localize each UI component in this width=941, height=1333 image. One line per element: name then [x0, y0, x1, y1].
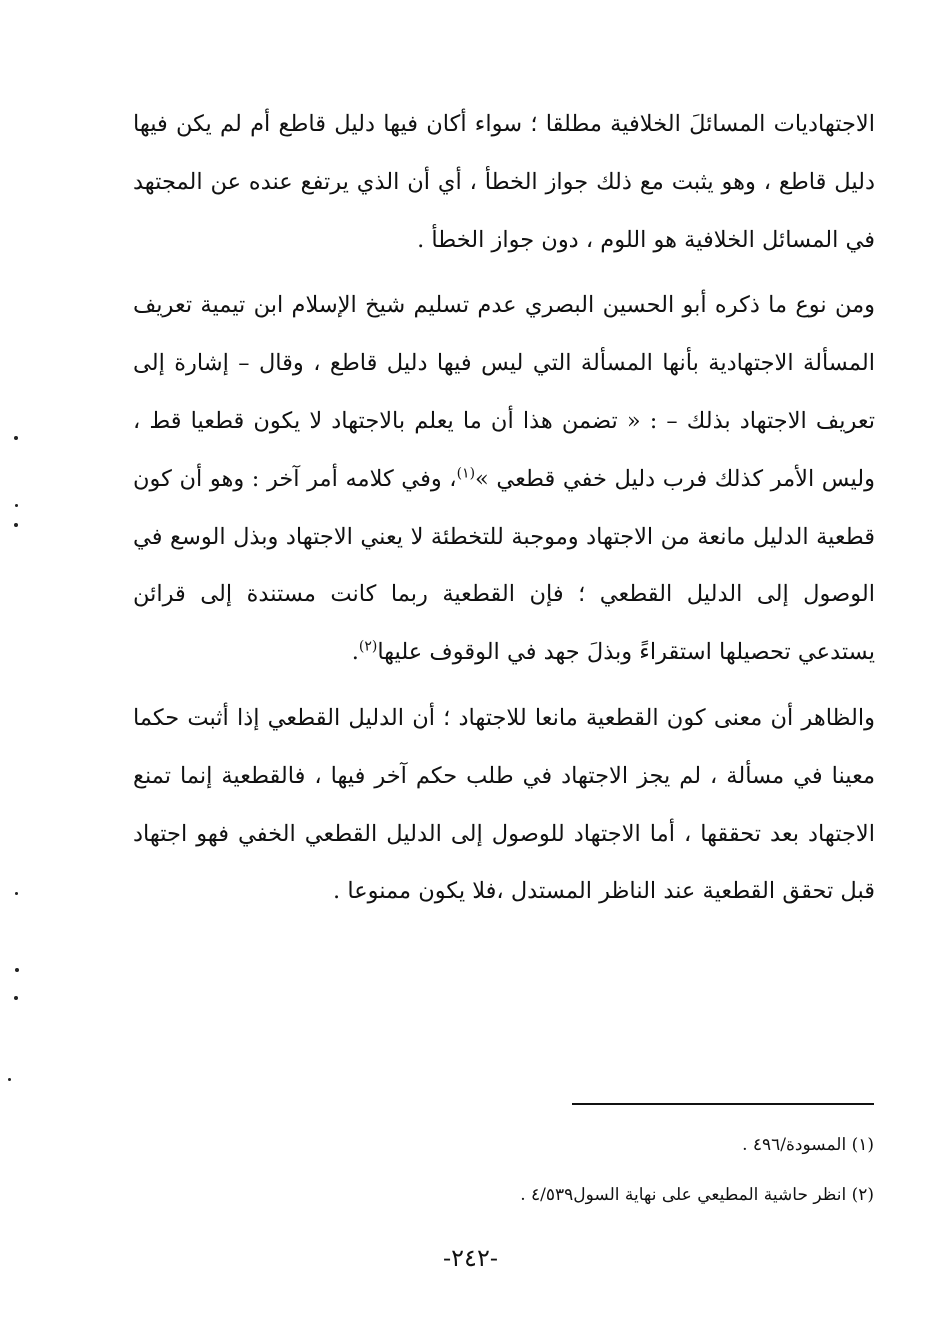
footnote-ref-1: (١) — [456, 465, 476, 482]
paragraph-2 — [133, 277, 875, 682]
scan-speck — [14, 996, 18, 1000]
paragraph-2-text: ومن نوع ما ذكره أبو الحسين البصري عدم تسليم شيخ الإسلام ابن تيمية تعريف المسألة الاجتهادية بأنها المسألة التي ليس فيها دليل قاطع ، وقال – إشارة إلى تعريف الاجتهاد بذلك – : « تضمن هذا أن ما يعلم بالاجتهاد لا يكون قطعيا قط ، وليس الأمر كذلك فرب دليل خفي قطعي » — [133, 292, 876, 492]
scan-speck — [15, 504, 18, 507]
footnote-ref-2: (٢) — [358, 638, 378, 655]
footnote-divider — [572, 1103, 874, 1105]
main-text — [133, 96, 875, 921]
scan-speck — [15, 892, 18, 895]
scan-speck — [8, 1078, 11, 1081]
scan-speck — [14, 523, 18, 527]
page-number: -٢٤٢- — [443, 1244, 498, 1272]
paragraph-1: الاجتهاديات المسائلَ الخلافية مطلقا ؛ سواء أكان فيها دليل قاطع أم لم يكن فيها دليل قاطع ، وهو يثبت مع ذلك جواز الخطأ ، أي أن الذي يرتفع عنده عن المجتهد في المسائل الخلافية هو اللوم ، دون جواز الخطأ . — [133, 111, 875, 253]
footnotes — [300, 1120, 874, 1220]
paragraph-2-end: . — [351, 639, 359, 666]
scan-speck — [15, 968, 19, 972]
scan-speck — [14, 436, 18, 440]
paragraph-3: والظاهر أن معنى كون القطعية مانعا للاجتهاد ؛ أن الدليل القطعي إذا أثبت حكما معينا في مسألة ، لم يجز الاجتهاد في طلب حكم آخر فيها ، فالقطعية إنما تمنع الاجتهاد بعد تحققها ، أما الاجتهاد للوصول إلى الدليل القطعي الخفي فهو اجتهاد قبل تحقق القطعية عند الناظر المستدل ،فلا يكون ممنوعا . — [133, 704, 875, 905]
footnote-1: (١) المسودة/٤٩٦ . — [742, 1135, 874, 1155]
footnote-2: (٢) انظر حاشية المطيعي على نهاية السول٤/٥٣٩ . — [520, 1185, 874, 1205]
paragraph-2-continuation: ، وفي كلامه أمر آخر : وهو أن كون قطعية الدليل مانعة من الاجتهاد وموجبة للتخطئة لا يعني الاجتهاد وبذل الوسع في الوصول إلى الدليل القطعي ؛ فإن القطعية ربما كانت مستندة إلى قرائن يستدعي تحصيلها استقراءً وبذلَ جهد في الوقوف عليها — [133, 465, 875, 666]
